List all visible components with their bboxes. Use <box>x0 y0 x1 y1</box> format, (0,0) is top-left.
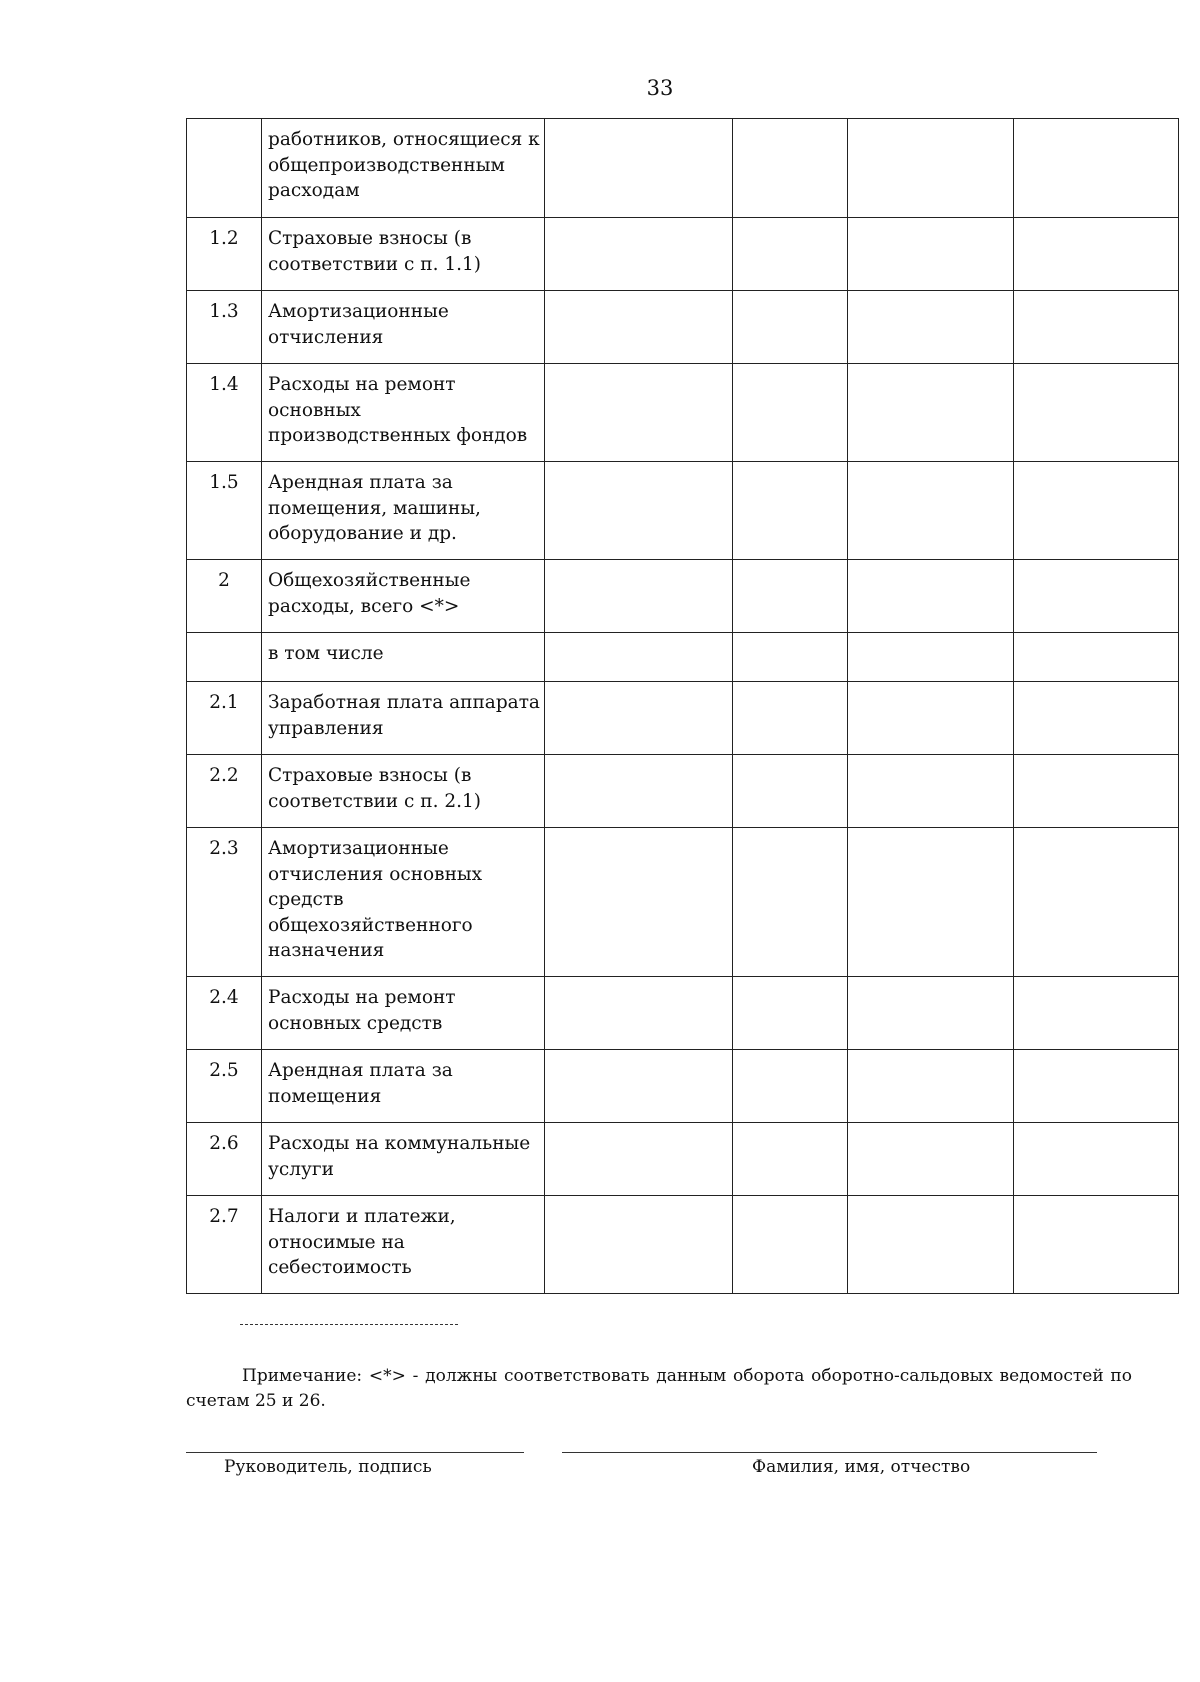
value-cell <box>848 682 1014 755</box>
row-label: Расходы на ремонт основных производственных фондов <box>262 364 545 462</box>
value-cell <box>733 560 848 633</box>
value-cell <box>1014 828 1179 977</box>
row-number: 1.5 <box>187 462 262 560</box>
value-cell <box>1014 218 1179 291</box>
table-row <box>187 1050 1179 1123</box>
row-number: 1.2 <box>187 218 262 291</box>
row-label: Налоги и платежи, относимые на себестоимость <box>262 1196 545 1294</box>
value-cell <box>545 119 733 218</box>
row-label: Страховые взносы (в соответствии с п. 1.1) <box>262 218 545 291</box>
value-cell <box>733 977 848 1050</box>
table-row <box>187 119 1179 218</box>
value-cell <box>848 1123 1014 1196</box>
table-row <box>187 633 1179 682</box>
value-cell <box>545 1123 733 1196</box>
signature-label-name: Фамилия, имя, отчество <box>752 1457 971 1477</box>
row-number: 2.1 <box>187 682 262 755</box>
value-cell <box>545 977 733 1050</box>
value-cell <box>1014 633 1179 682</box>
row-number <box>187 633 262 682</box>
value-cell <box>733 364 848 462</box>
value-cell <box>1014 1123 1179 1196</box>
row-label: Амортизационные отчисления <box>262 291 545 364</box>
row-label: в том числе <box>262 633 545 682</box>
signature-line-head <box>186 1452 524 1453</box>
page-number: 33 <box>646 76 674 100</box>
footnote-separator <box>240 1324 458 1325</box>
value-cell <box>848 633 1014 682</box>
table-row <box>187 560 1179 633</box>
value-cell <box>848 119 1014 218</box>
value-cell <box>733 218 848 291</box>
table-row <box>187 1123 1179 1196</box>
value-cell <box>733 291 848 364</box>
row-label: Заработная плата аппарата управления <box>262 682 545 755</box>
table-row <box>187 291 1179 364</box>
row-label: Общехозяйственные расходы, всего <*> <box>262 560 545 633</box>
table-row <box>187 977 1179 1050</box>
footnote-note: Примечание: <*> - должны соответствовать данным оборота оборотно-сальдовых ведомостей по счетам 25 и 26. <box>186 1366 1132 1411</box>
signature-label-head: Руководитель, подпись <box>224 1457 432 1477</box>
value-cell <box>1014 755 1179 828</box>
row-number: 1.3 <box>187 291 262 364</box>
value-cell <box>545 291 733 364</box>
value-cell <box>733 1050 848 1123</box>
table-row <box>187 828 1179 977</box>
value-cell <box>848 218 1014 291</box>
value-cell <box>733 633 848 682</box>
value-cell <box>733 755 848 828</box>
value-cell <box>1014 682 1179 755</box>
table-row <box>187 364 1179 462</box>
row-label: работников, относящиеся к общепроизводственным расходам <box>262 119 545 218</box>
value-cell <box>1014 364 1179 462</box>
value-cell <box>733 682 848 755</box>
row-number: 2.6 <box>187 1123 262 1196</box>
row-label: Страховые взносы (в соответствии с п. 2.1) <box>262 755 545 828</box>
table-row <box>187 462 1179 560</box>
value-cell <box>733 462 848 560</box>
value-cell <box>545 633 733 682</box>
value-cell <box>545 364 733 462</box>
row-number: 1.4 <box>187 364 262 462</box>
row-label: Амортизационные отчисления основных средств общехозяйственного назначения <box>262 828 545 977</box>
value-cell <box>848 1050 1014 1123</box>
value-cell <box>545 560 733 633</box>
value-cell <box>848 291 1014 364</box>
row-number: 2.4 <box>187 977 262 1050</box>
value-cell <box>1014 291 1179 364</box>
row-label: Расходы на ремонт основных средств <box>262 977 545 1050</box>
row-label: Арендная плата за помещения, машины, оборудование и др. <box>262 462 545 560</box>
row-number: 2.3 <box>187 828 262 977</box>
value-cell <box>545 218 733 291</box>
row-number: 2.5 <box>187 1050 262 1123</box>
value-cell <box>545 1050 733 1123</box>
cost-table <box>186 118 1179 1294</box>
value-cell <box>733 1123 848 1196</box>
value-cell <box>848 977 1014 1050</box>
table-row <box>187 218 1179 291</box>
value-cell <box>545 682 733 755</box>
value-cell <box>545 1196 733 1294</box>
value-cell <box>1014 462 1179 560</box>
value-cell <box>1014 977 1179 1050</box>
row-number: 2.7 <box>187 1196 262 1294</box>
value-cell <box>1014 1196 1179 1294</box>
value-cell <box>733 828 848 977</box>
value-cell <box>545 828 733 977</box>
value-cell <box>545 755 733 828</box>
table-row <box>187 1196 1179 1294</box>
table-row <box>187 682 1179 755</box>
table-row <box>187 755 1179 828</box>
value-cell <box>848 1196 1014 1294</box>
value-cell <box>848 364 1014 462</box>
row-label: Расходы на коммунальные услуги <box>262 1123 545 1196</box>
value-cell <box>733 119 848 218</box>
row-label: Арендная плата за помещения <box>262 1050 545 1123</box>
row-number: 2.2 <box>187 755 262 828</box>
value-cell <box>733 1196 848 1294</box>
signature-line-name <box>562 1452 1097 1453</box>
value-cell <box>1014 1050 1179 1123</box>
value-cell <box>848 828 1014 977</box>
value-cell <box>848 462 1014 560</box>
row-number <box>187 119 262 218</box>
value-cell <box>545 462 733 560</box>
row-number: 2 <box>187 560 262 633</box>
value-cell <box>1014 119 1179 218</box>
value-cell <box>848 560 1014 633</box>
value-cell <box>1014 560 1179 633</box>
value-cell <box>848 755 1014 828</box>
